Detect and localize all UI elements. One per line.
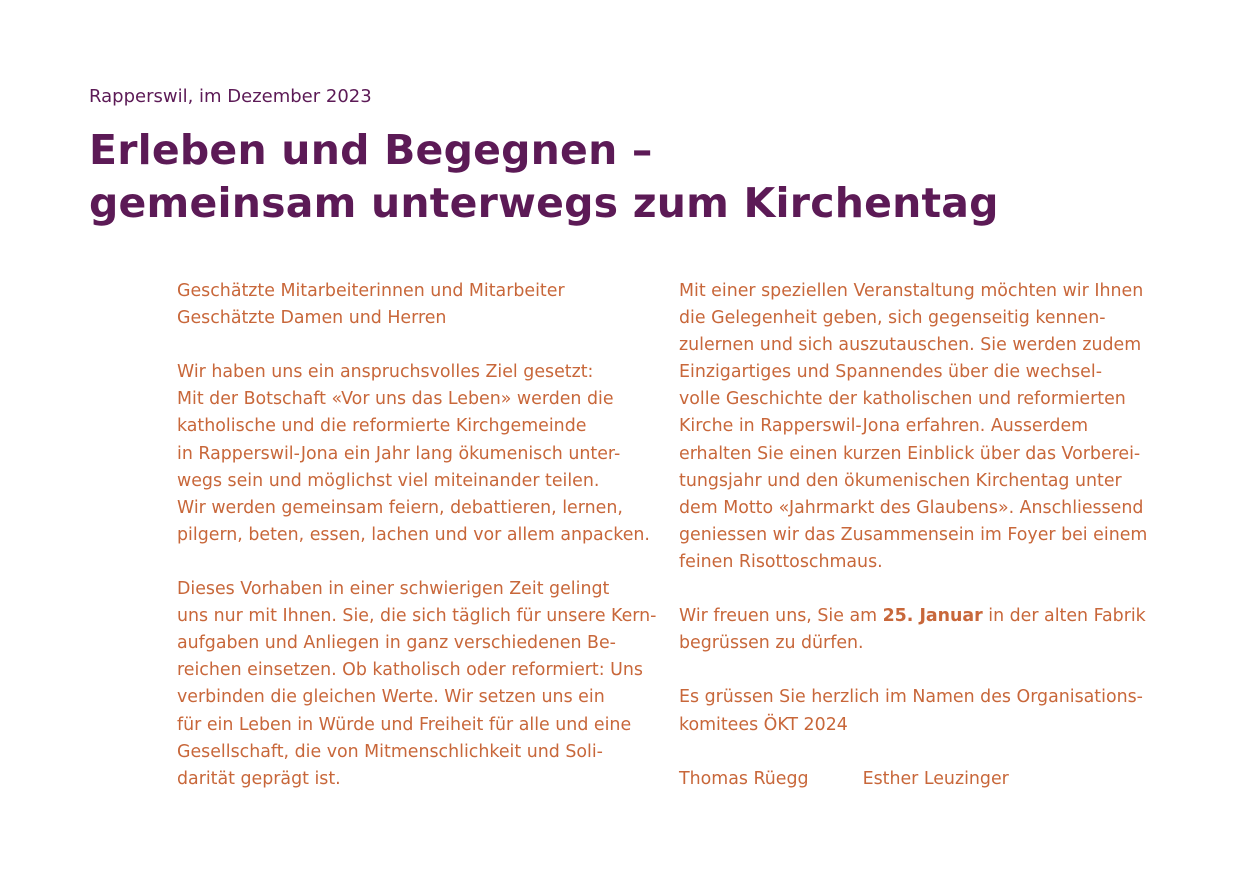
event-date: 25. Januar — [882, 606, 983, 627]
signer-name: Thomas Rüegg — [679, 768, 809, 789]
paragraph-line: verbinden die gleichen Werte. Wir setzen uns ein — [177, 687, 605, 708]
signer-name: Esther Leuzinger — [862, 768, 1009, 789]
paragraph-line: für ein Leben in Würde und Freiheit für alle und eine — [177, 714, 632, 735]
title-line-1: Erleben und Begegnen – — [89, 126, 653, 174]
paragraph-line: Gesellschaft, die von Mitmenschlichkeit und Soli- — [177, 741, 603, 762]
paragraph-line: Einzigartiges und Spannendes über die wechsel- — [679, 362, 1102, 383]
paragraph-line: Kirche in Rapperswil-Jona erfahren. Ausserdem — [679, 416, 1089, 437]
title-line-2: gemeinsam unterwegs zum Kirchentag — [89, 179, 999, 227]
paragraph-line: die Gelegenheit geben, sich gegenseitig kennen- — [679, 308, 1106, 329]
paragraph-line: aufgaben und Anliegen in ganz verschiedenen Be- — [177, 633, 616, 654]
paragraph-line: wegs sein und möglichst viel miteinander teilen. — [177, 470, 600, 491]
dateline: Rapperswil, im Dezember 2023 — [89, 86, 372, 107]
paragraph-line: zulernen und sich auszutauschen. Sie werden zudem — [679, 335, 1142, 356]
paragraph-line: Mit einer speziellen Veranstaltung möchten wir Ihnen — [679, 281, 1144, 301]
closing-line: Es grüssen Sie herzlich im Namen des Organisations- — [679, 687, 1143, 708]
signatories — [679, 766, 1149, 793]
paragraph-line: Mit der Botschaft «Vor uns das Leben» werden die — [177, 389, 614, 410]
paragraph-line: dem Motto «Jahrmarkt des Glaubens». Anschliessend — [679, 497, 1144, 518]
greeting-line: Geschätzte Damen und Herren — [177, 308, 447, 329]
left-column — [177, 278, 657, 793]
closing-line: komitees ÖKT 2024 — [679, 714, 848, 735]
paragraph-line: pilgern, beten, essen, lachen und vor allem anpacken. — [177, 524, 650, 545]
paragraph-line: in Rapperswil-Jona ein Jahr lang ökumenisch unter- — [177, 443, 621, 464]
paragraph-line: Wir werden gemeinsam feiern, debattieren, lernen, — [177, 497, 623, 518]
paragraph-line: feinen Risottoschmaus. — [679, 551, 883, 572]
invitation-line: begrüssen zu dürfen. — [679, 633, 864, 654]
paragraph-line: reichen einsetzen. Ob katholisch oder reformiert: Uns — [177, 660, 643, 681]
invitation-line — [679, 603, 1149, 630]
paragraph-line: darität geprägt ist. — [177, 768, 341, 789]
paragraph-line: uns nur mit Ihnen. Sie, die sich täglich für unsere Kern- — [177, 606, 657, 627]
paragraph-line: tungsjahr und den ökumenischen Kirchentag unter — [679, 470, 1122, 491]
paragraph-line: erhalten Sie einen kurzen Einblick über das Vorberei- — [679, 443, 1141, 464]
right-column — [679, 278, 1149, 793]
page-title — [89, 124, 999, 230]
paragraph-line: Dieses Vorhaben in einer schwierigen Zeit gelingt — [177, 579, 610, 600]
paragraph-line: Wir haben uns ein anspruchsvolles Ziel gesetzt: — [177, 362, 594, 383]
paragraph-line: volle Geschichte der katholischen und reformierten — [679, 389, 1126, 410]
paragraph-line: geniessen wir das Zusammensein im Foyer bei einem — [679, 524, 1148, 545]
invitation-text-after: in der alten Fabrik — [982, 606, 1146, 627]
greeting-line: Geschätzte Mitarbeiterinnen und Mitarbeiter — [177, 281, 565, 301]
invitation-text-before: Wir freuen uns, Sie am — [679, 606, 883, 627]
paragraph-line: katholische und die reformierte Kirchgemeinde — [177, 416, 587, 437]
